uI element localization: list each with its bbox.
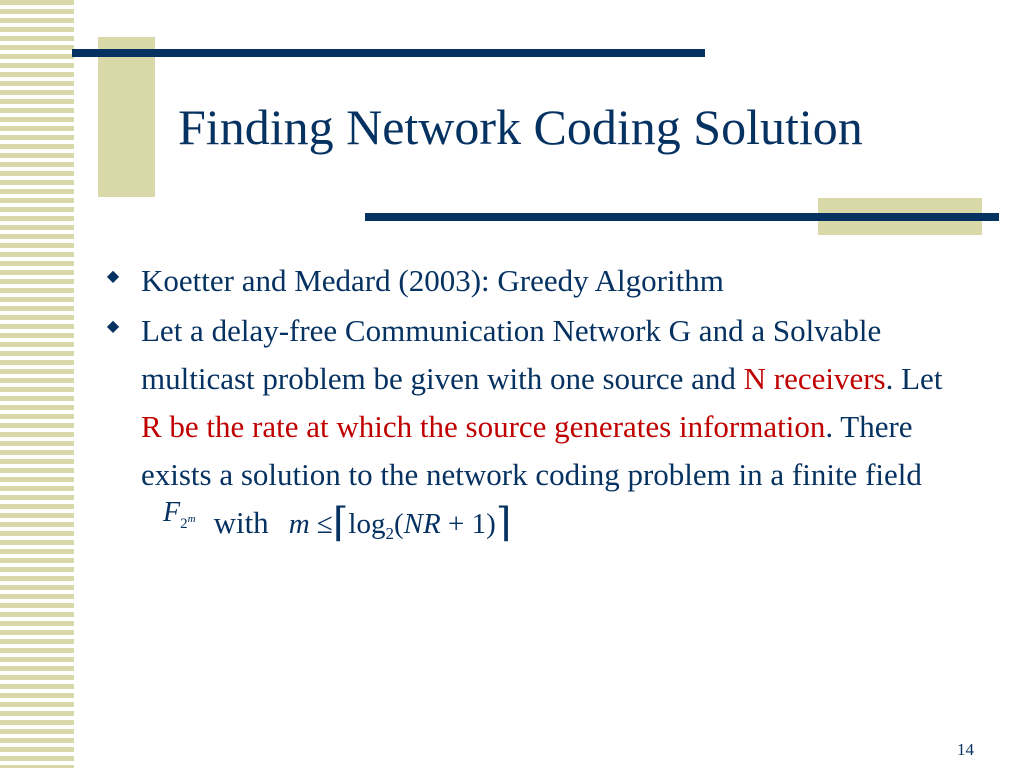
bullet-text-part3: . There exists a solution to the network coding problem in a finite field [141, 409, 922, 492]
title-bottom-rule [365, 213, 999, 221]
with-word: with [213, 505, 269, 540]
bullet-text-part1: Let a delay-free Communication Network G and a Solvable multicast problem be given with one source and [141, 313, 882, 396]
bullet-list [104, 257, 964, 560]
bullet-text: Koetter and Medard (2003): Greedy Algorithm [141, 263, 724, 298]
bullet-item-greedy-algorithm [104, 257, 964, 305]
left-stripe-decoration [0, 0, 74, 768]
title-accent-block [98, 37, 155, 197]
highlight-rate-definition: R be the rate at which the source generates information [141, 409, 826, 444]
finite-field-symbol: $F_{2^m}$ [163, 497, 196, 532]
slide-title: Finding Network Coding Solution [178, 99, 863, 155]
slide-page-number: 14 [957, 740, 974, 759]
bullet-item-network-theorem [104, 307, 964, 560]
highlight-n-receivers: N receivers [743, 361, 886, 396]
bullet-text-part2: . Let [885, 361, 943, 396]
field-size-inequality: $m \le⌈\log_2(NR$ + 1)⌉ [288, 500, 512, 546]
title-top-rule [72, 49, 705, 57]
diamond-bullet-icon: ◆ [106, 316, 120, 335]
diamond-bullet-icon: ◆ [106, 266, 120, 285]
